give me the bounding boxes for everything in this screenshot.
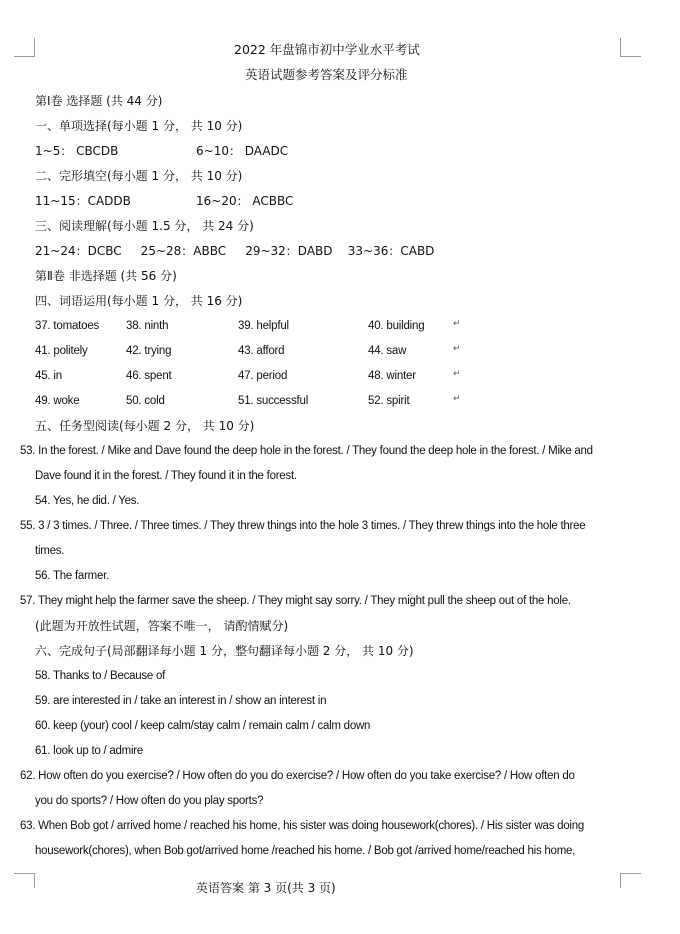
answer-51: 51. successful [238,395,309,407]
answer-50: 50. cold [126,395,165,407]
answer-60: 60. keep (your) cool / keep calm/stay calm / remain calm / calm down [35,720,371,732]
answer-63-line1: 63. When Bob got / arrived home / reached his home, his sister was doing housework(chores). / His sister was doing [20,820,585,832]
document-subtitle: 英语试题参考答案及评分标准 [245,67,408,82]
answer-58: 58. Thanks to / Because of [35,670,166,682]
document-title: 2022 年盘锦市初中学业水平考试 [234,42,420,57]
answer-40: 40. building [368,320,425,332]
answer-54: 54. Yes, he did. / Yes. [35,495,140,507]
paragraph-mark: ↵ [453,394,461,404]
section3-answers: 21~24：DCBC 25~28：ABBC 29~32：DABD 33~36：CABD [35,244,435,258]
answer-53-line1: 53. In the forest. / Mike and Dave found the deep hole in the forest. / They found the deep hole in the forest. / Mike and [20,445,593,457]
crop-mark-bottom-left [14,873,35,888]
answer-37: 37. tomatoes [35,320,100,332]
crop-mark-top-right [620,38,641,57]
section2-answers-b: 16~20： ACBBC [196,194,294,208]
answer-45: 45. in [35,370,62,382]
section2-heading: 二、完形填空(每小题 1 分， 共 10 分) [35,169,243,183]
answer-61: 61. look up to / admire [35,745,144,757]
answer-55-line1: 55. 3 / 3 times. / Three. / Three times. / They threw things into the hole 3 times. / They threw things into the hole three [20,520,586,532]
section1-answers-a: 1~5： CBCDB [35,144,119,158]
answer-59: 59. are interested in / take an interest in / show an interest in [35,695,327,707]
answer-38: 38. ninth [126,320,169,332]
section6-heading: 六、完成句子(局部翻译每小题 1 分，整句翻译每小题 2 分， 共 10 分) [35,644,414,658]
section1-answers-b: 6~10： DAADC [196,144,289,158]
answer-48: 48. winter [368,370,416,382]
answer-43: 43. afford [238,345,285,357]
crop-mark-top-left [14,38,35,57]
answer-62-line1: 62. How often do you exercise? / How often do you do exercise? / How often do you take exercise? / How often do [20,770,575,782]
answer-56: 56. The farmer. [35,570,110,582]
answer-41: 41. politely [35,345,88,357]
crop-mark-bottom-right [620,873,641,888]
answer-63-line2: housework(chores), when Bob got/arrived home /reached his home. / Bob got /arrived home/reached his home, [35,845,576,857]
section1-heading: 一、单项选择(每小题 1 分， 共 10 分) [35,119,243,133]
section5-heading: 五、任务型阅读(每小题 2 分， 共 10 分) [35,419,255,433]
answer-53-line2: Dave found it in the forest. / They found it in the forest. [35,470,297,482]
answer-47: 47. period [238,370,288,382]
paragraph-mark: ↵ [453,319,461,329]
answer-46: 46. spent [126,370,172,382]
part1-heading: 第Ⅰ卷 选择题 (共 44 分) [35,94,163,108]
page-footer: 英语答案 第 3 页(共 3 页) [196,881,336,895]
section3-heading: 三、阅读理解(每小题 1.5 分， 共 24 分) [35,219,254,233]
part2-heading: 第Ⅱ卷 非选择题 (共 56 分) [35,269,177,283]
grading-note: (此题为开放性试题，答案不唯一， 请酌情赋分) [35,619,289,633]
answer-52: 52. spirit [368,395,410,407]
answer-55-line2: times. [35,545,65,557]
paragraph-mark: ↵ [453,369,461,379]
answer-39: 39. helpful [238,320,289,332]
section2-answers-a: 11~15：CADDB [35,194,131,208]
answer-42: 42. trying [126,345,172,357]
paragraph-mark: ↵ [453,344,461,354]
answer-44: 44. saw [368,345,407,357]
answer-62-line2: you do sports? / How often do you play sports? [35,795,264,807]
answer-49: 49. woke [35,395,80,407]
answer-57: 57. They might help the farmer save the sheep. / They might say sorry. / They might pull the sheep out of the hole. [20,595,571,607]
section4-heading: 四、词语运用(每小题 1 分， 共 16 分) [35,294,243,308]
